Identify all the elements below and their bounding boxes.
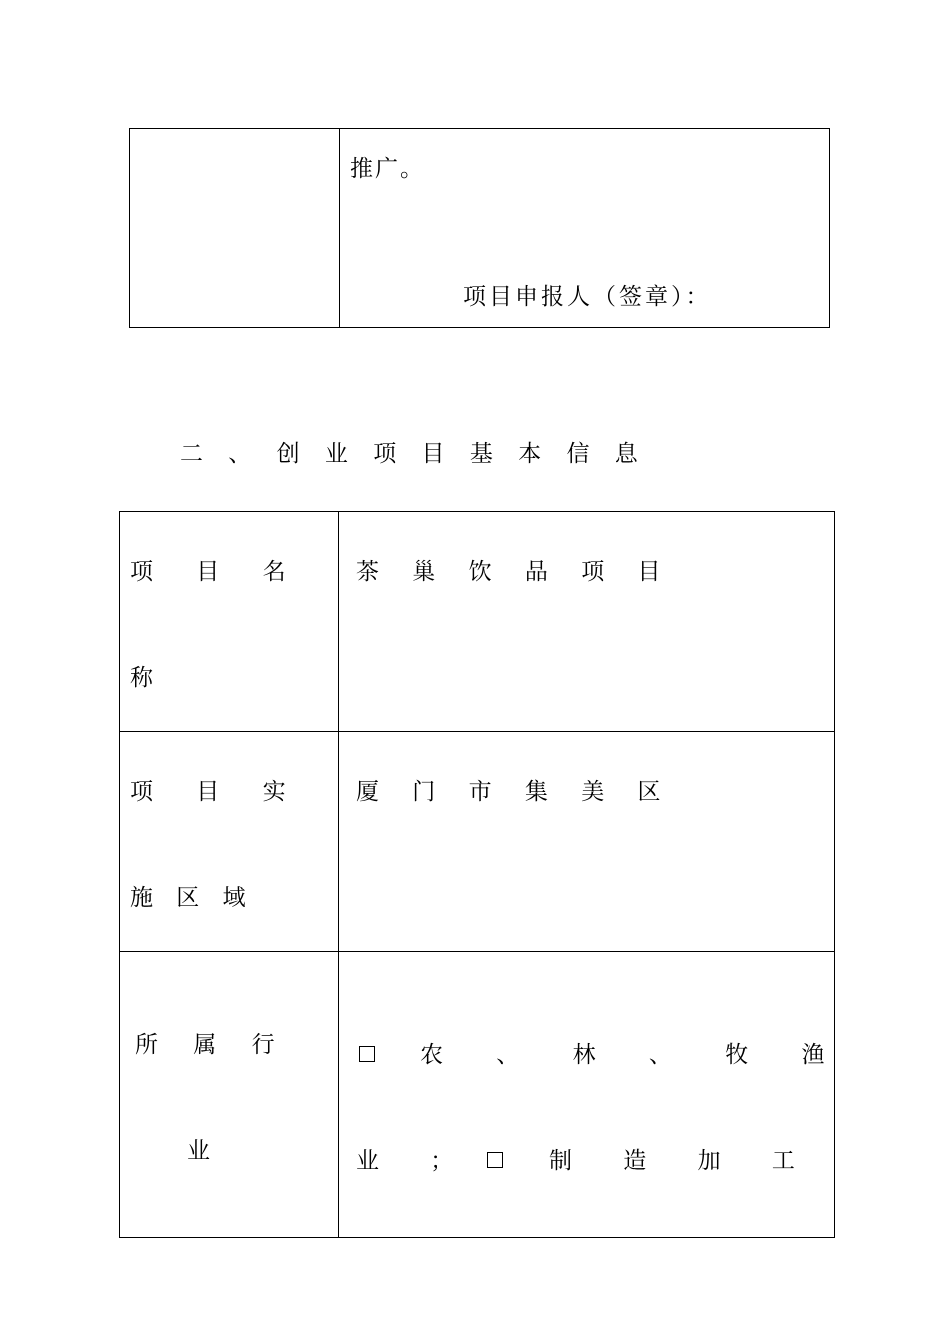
manufacturing-option-label: 制 造 加 工 xyxy=(549,1148,817,1174)
signature-label: 项目申报人（签章）： xyxy=(463,284,712,310)
manufacturing-checkbox[interactable] xyxy=(487,1152,503,1168)
top-table-text: 推广。 xyxy=(350,156,425,182)
row-divider-2 xyxy=(120,951,834,952)
info-table xyxy=(119,511,848,1238)
agriculture-option-label: 农 、 林 、 牧 渔 xyxy=(420,1042,848,1068)
project-area-label: 项 目 实 xyxy=(130,779,304,805)
top-table-divider xyxy=(339,129,340,327)
info-table-divider xyxy=(338,512,339,1237)
agriculture-checkbox[interactable] xyxy=(359,1046,375,1062)
industry-label: 所 属 行 xyxy=(135,1032,289,1058)
project-name-label: 项 目 名 xyxy=(130,559,304,585)
project-area-label-cont: 施 区 域 xyxy=(130,885,254,911)
section-heading: 二 、 创 业 项 目 基 本 信 息 xyxy=(180,441,647,467)
top-table xyxy=(129,128,830,328)
project-area-value: 厦 门 市 集 美 区 xyxy=(356,779,674,805)
agriculture-option-label-cont: 业 ； xyxy=(356,1148,476,1174)
project-name-label-cont: 称 xyxy=(130,665,153,691)
project-name-value: 茶 巢 饮 品 项 目 xyxy=(356,559,674,585)
industry-label-cont: 业 xyxy=(187,1138,210,1164)
row-divider-1 xyxy=(120,731,834,732)
